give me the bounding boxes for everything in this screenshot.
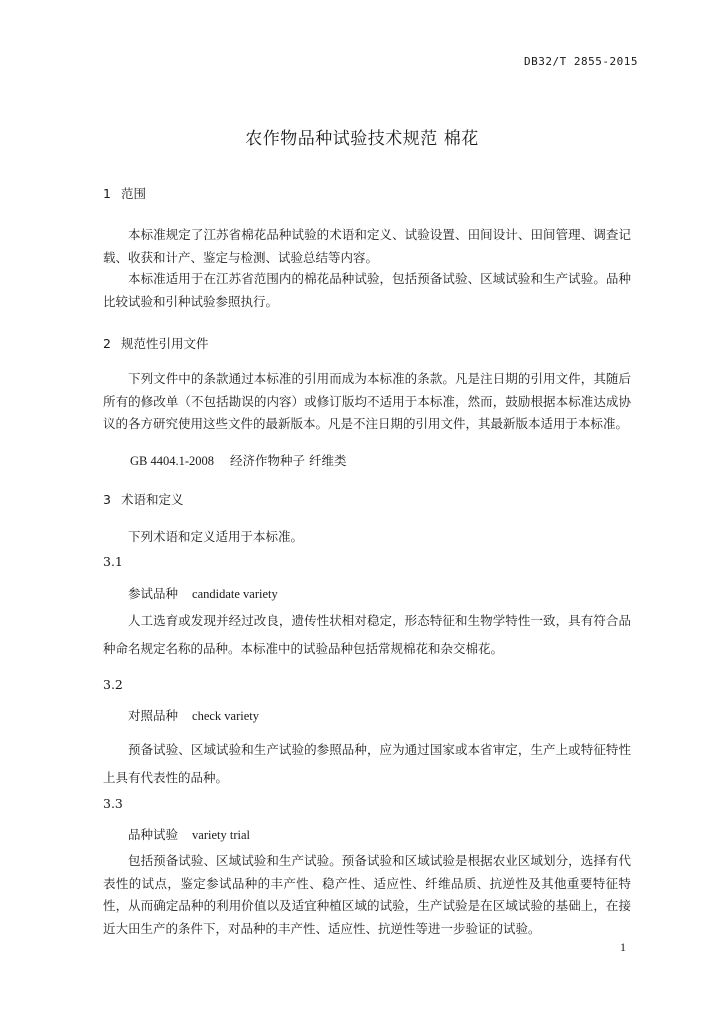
section-number: 1 [103,186,111,201]
term-zh: 对照品种 [128,708,179,723]
reference-code: GB 4404.1-2008 [130,454,215,468]
section-1-heading [103,184,146,202]
term-heading [128,584,278,602]
section-2-heading [103,334,209,352]
section-1-paragraph-2: 本标准适用于在江苏省范围内的棉花品种试验，包括预备试验、区域试验和生产试验。品种比较试验和引种试验参照执行。 [103,271,631,309]
term-definition: 预备试验、区域试验和生产试验的参照品种，应为通过国家或本省审定，生产上或特征特性上具有代表性的品种。 [103,742,631,785]
section-title: 规范性引用文件 [121,336,209,351]
term-zh: 品种试验 [128,827,179,842]
section-number: 2 [103,336,111,351]
section-title: 范围 [121,186,147,201]
term-heading [128,706,259,724]
section-3-intro: 下列术语和定义适用于本标准。 [128,529,304,544]
term-number: 3.1 [103,554,123,569]
section-number: 3 [103,492,111,507]
normative-reference [130,451,347,469]
section-title: 术语和定义 [121,492,184,507]
page-number: 1 [620,940,626,954]
section-1-paragraph-1: 本标准规定了江苏省棉花品种试验的术语和定义、试验设置、田间设计、田间管理、调查记载、收获和计产、鉴定与检测、试验总结等内容。 [103,227,631,265]
term-en: candidate variety [192,587,278,601]
standard-code: DB32/T 2855-2015 [524,55,638,68]
term-definition: 人工选育或发现并经过改良，遗传性状相对稳定，形态特征和生物学特性一致，具有符合品种命名规定名称的品种。本标准中的试验品种包括常规棉花和杂交棉花。 [103,613,631,656]
term-definition: 包括预备试验、区域试验和生产试验。预备试验和区域试验是根据农业区域划分，选择有代表性的试点，鉴定参试品种的丰产性、稳产性、适应性、纤维品质、抗逆性及其他重要特征特性，从而确定品种的利用价值以及适宜种植区域的试验，生产试验是在区域试验的基础上，在接近大田生产的条件下，对品种的丰产性、适应性、抗逆性等进一步验证的试验。 [103,853,631,936]
term-en: check variety [192,709,259,723]
section-3-heading [103,490,184,508]
document-title: 农作物品种试验技术规范 棉花 [245,129,479,149]
term-number: 3.2 [103,677,123,692]
term-zh: 参试品种 [128,586,179,601]
term-en: variety trial [192,828,250,842]
section-2-paragraph: 下列文件中的条款通过本标准的引用而成为本标准的条款。凡是注日期的引用文件，其随后所有的修改单（不包括勘误的内容）或修订版均不适用于本标准，然而，鼓励根据本标准达成协议的各方研究使用这些文件的最新版本。凡是不注日期的引用文件，其最新版本适用于本标准。 [103,371,631,431]
term-heading [128,825,250,843]
term-number: 3.3 [103,796,123,811]
reference-title: 经济作物种子 纤维类 [230,453,347,468]
